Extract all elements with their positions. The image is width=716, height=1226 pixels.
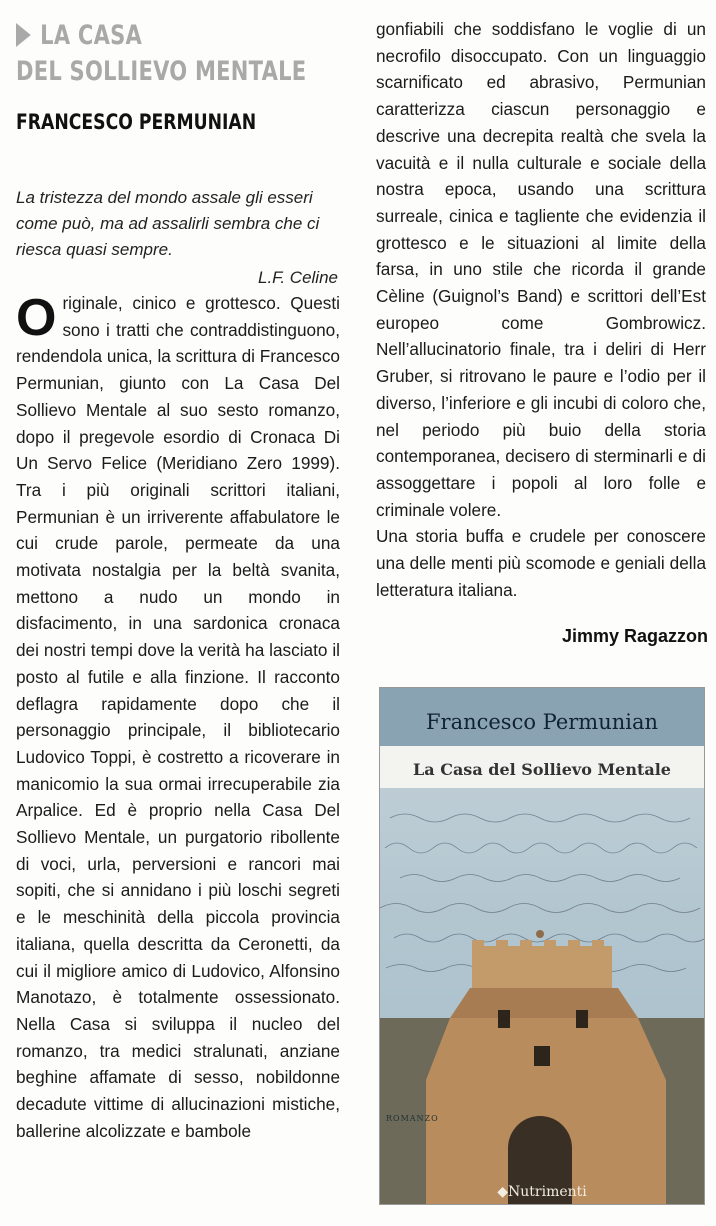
article-title [16,18,388,90]
cover-genre: ROMANZO [386,1114,439,1123]
play-triangle-icon [16,23,31,47]
title-line-1: LA CASA [16,18,306,54]
bell-icon [536,930,544,938]
castle-window [576,1010,588,1028]
article-author: FRANCESCO PERMUNIAN [16,110,257,134]
castle-window [498,1010,510,1028]
left-column-body: riginale, cinico e grottesco. Questi sono i tratti che contraddistinguono, rendendola unica, la scrittura di Francesco Permunian, giunto con La Casa Del Sollievo Mentale al suo sesto romanzo, dopo il pregevole esordio di Cronaca Di Un Servo Felice (Meridiano Zero 1999). Tra i più originali scrittori italiani, Permunian è un irriverente affabulatore le cui crude parole, permeate da una motivata nostalgia per la beltà svanita, mettono a nudo un mondo in disfacimento, in una sardonica cronaca dei nostri tempi dove la verità ha lasciato il posto al futile e alla finzione. Il racconto deflagra rapidamente dopo che il personaggio principale, il bibliotecario Ludovico Toppi, è costretto a ricoverare in manicomio la sua ormai irrecuperabile zia Arpalice. Ed è proprio nella Casa Del Sollievo Mentale, un purgatorio ribollente di voci, urla, perversioni e rancori mai sopiti, che si annidano i più loschi segreti e le meschinità della piccola provincia italiana, quella descritta da Ceronetti, da cui il migliore amico di Ludovico, Alfonsino Manotazo, è totalmente ossessionato. Nella Casa si sviluppa il nucleo del romanzo, tra medici stralunati, anziane beghine affamate di sesso, nobildonne decadute vittime di allucinazioni mistiche, ballerine alcolizzate e bambole [16,293,340,1141]
review-signature: Jimmy Ragazzon [561,626,708,646]
cover-publisher: ◆Nutrimenti [497,1184,587,1200]
right-column-body: gonfiabili che soddisfano le voglie di un necrofilo disoccupato. Con un linguaggio scarnificato ed abrasivo, Permunian caratterizza ciascun personaggio e descrive una decrepita realtà che svela la vacuità e il nulla culturale e sociale della nostra epoca, usando una scrittura surreale, cinica e tagliente che evidenzia il grottesco e le situazioni al limite della farsa, in uno stile che ricorda il grande Cèline (Guignol’s Band) e scrittori dell’Est europeo come Gombrowicz. Nell’allucinatorio finale, tra i deliri di Herr Gruber, si ritrovano le paure e l’odio per il diverso, l’inferiore e gli incubi di coloro che, nel periodo più buio della storia contemporanea, decisero di sterminarli e di assoggettare i popoli al loro folle e criminale volere. [376,19,706,520]
right-column-text [376,16,706,603]
epigraph: La tristezza del mondo assale gli esseri come può, ma ad assalirli sembra che ci riesca quasi sempre. [16,188,320,259]
title-line-2: DEL SOLLIEVO MENTALE [16,56,307,87]
book-cover [380,688,704,1204]
epigraph-author: L.F. Celine [257,268,338,287]
left-column-text [16,290,340,1145]
cover-author: Francesco Permunian [425,710,659,734]
castle-window [534,1046,550,1066]
drop-cap: O [16,289,57,347]
closing-paragraph: Una storia buffa e crudele per conoscere una delle menti più scomode e geniali della letteratura italiana. [376,526,706,600]
cover-title: La Casa del Sollievo Mentale [413,760,671,779]
publisher-logo-icon: ◆ [497,1184,509,1200]
